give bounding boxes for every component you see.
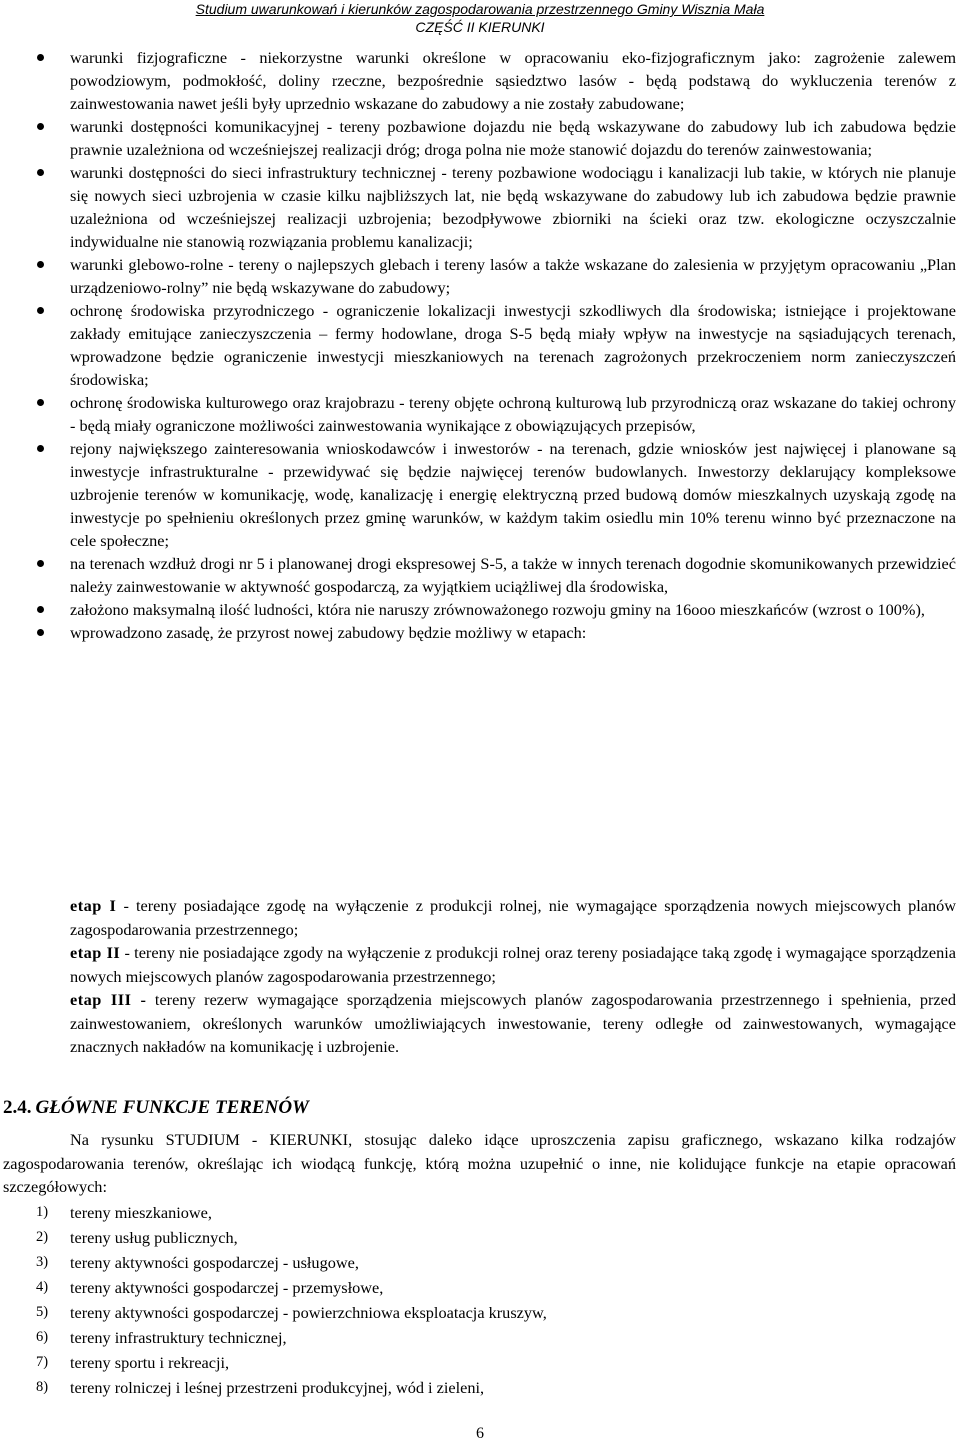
- item-number: 8): [36, 1379, 49, 1395]
- bullet-icon: [37, 560, 44, 567]
- header-subtitle: CZĘŚĆ II KIERUNKI: [415, 19, 545, 35]
- bullet-icon: [37, 261, 44, 268]
- list-item: wprowadzono zasadę, że przyrost nowej zabudowy będzie możliwy w etapach:: [0, 621, 960, 644]
- list-item: na terenach wzdłuż drogi nr 5 i planowanej drogi ekspresowej S-5, a także w innych terenach dogodnie skomunikowanych przewidzieć należy zainwestowanie w aktywność gospodarczą, za wyjątkiem uciążliwej dla środowiska,: [0, 552, 960, 598]
- item-number: 1): [36, 1204, 49, 1220]
- header-title: Studium uwarunkowań i kierunków zagospodarowania przestrzennego Gminy Wisznia Mała: [195, 1, 765, 17]
- list-item: ochronę środowiska przyrodniczego - ograniczenie lokalizacji inwestycji szkodliwych dla środowiska; istniejące i projektowane zakłady emitujące zanieczyszczenia – fermy hodowlane, droga S-5 będą miały wpływ na inwestycje na sąsiadujących terenach, wprowadzone będzie ograniczenie inwestycji mieszkaniowych na terenach zagrożonych przekroczeniem norm zanieczyszczeń środowiska;: [0, 299, 960, 391]
- bullet-icon: [37, 307, 44, 314]
- list-item: 4) tereny aktywności gospodarczej - przemysłowe,: [0, 1275, 960, 1300]
- list-item: ochronę środowiska kulturowego oraz krajobrazu - tereny objęte ochroną kulturową lub przyrodniczą oraz wskazane do takiej ochrony - będą miały ograniczone możliwości zainwestowania wynikające z obowiązujących przepisów,: [0, 391, 960, 437]
- list-item: rejony największego zainteresowania wnioskodawców i inwestorów - na terenach, gdzie wniosków jest najwięcej i planowane są inwestycje infrastrukturalne - przewidywać się będzie najwięcej terenów budowlanych. Inwestorzy deklarujący kompleksowe uzbrojenie terenów w komunikację, wodę, kanalizację i energię elektryczną przed budową domów mieszkalnych uzyskają zgodę na inwestycje po spełnieniu określonych przez gminę warunków, w każdym takim osiedlu min 10% terenu winno być przeznaczone na cele społeczne;: [0, 437, 960, 552]
- bullet-icon: [37, 54, 44, 61]
- stage-label: etap III -: [70, 990, 147, 1009]
- list-item: 6) tereny infrastruktury technicznej,: [0, 1325, 960, 1350]
- item-number: 4): [36, 1279, 49, 1295]
- section-title: GŁÓWNE FUNKCJE TERENÓW: [35, 1097, 309, 1118]
- item-number: 5): [36, 1304, 49, 1320]
- page-number: 6: [476, 1425, 484, 1442]
- list-item: 8) tereny rolniczej i leśnej przestrzeni produkcyjnej, wód i zieleni,: [0, 1375, 960, 1400]
- stages-block: [70, 894, 956, 1059]
- list-item: 2) tereny usług publicznych,: [0, 1225, 960, 1250]
- bullet-icon: [37, 606, 44, 613]
- bullet-icon: [37, 629, 44, 636]
- list-item: założono maksymalną ilość ludności, która nie naruszy zrównoważonego rozwoju gminy na 16ooo mieszkańców (wzrost o 100%),: [0, 598, 960, 621]
- list-item: 5) tereny aktywności gospodarczej - powierzchniowa eksploatacja kruszyw,: [0, 1300, 960, 1325]
- list-item: 1) tereny mieszkaniowe,: [0, 1200, 960, 1225]
- conditions-list: [0, 46, 960, 644]
- list-item: warunki glebowo-rolne - tereny o najlepszych glebach i tereny lasów a także wskazane do zalesienia w przyjętym opracowaniu „Plan urządzeniowo-rolny” nie będą wskazywane do zabudowy;: [0, 253, 960, 299]
- item-number: 7): [36, 1354, 49, 1370]
- section-intro: Na rysunku STUDIUM - KIERUNKI, stosując daleko idące uproszczenia zapisu graficznego, wskazano kilka rodzajów zagospodarowania terenów, określając ich wiodącą funkcję, którą można uzupełnić o inne, nie kolidujące funkcje na etapie opracowań szczegółowych:: [3, 1130, 956, 1196]
- functions-list: [0, 1200, 960, 1400]
- stage-paragraph: etap I - tereny posiadające zgodę na wyłączenie z produkcji rolnej, nie wymagające sporządzenia nowych miejscowych planów zagospodarowania przestrzennego;: [70, 896, 956, 939]
- section-heading: [3, 1097, 309, 1119]
- stage-label: etap I: [70, 896, 117, 915]
- bullet-icon: [37, 169, 44, 176]
- bullet-icon: [37, 399, 44, 406]
- item-number: 2): [36, 1229, 49, 1245]
- list-item: warunki fizjograficzne - niekorzystne warunki określone w opracowaniu eko-fizjograficznym jako: zagrożenie zalewem powodziowym, podmokłość, doliny rzeczne, bezpośrednie sąsiedztwo lasów - będą podstawą do wykluczenia terenów z zainwestowania nawet jeśli były uprzednio wskazane do zabudowy a nie zostały zabudowane;: [0, 46, 960, 115]
- item-number: 3): [36, 1254, 49, 1270]
- section-number: 2.4.: [3, 1097, 32, 1118]
- bullet-icon: [37, 445, 44, 452]
- stage-label: etap II: [70, 943, 121, 962]
- item-number: 6): [36, 1329, 49, 1345]
- stage-paragraph: etap II - tereny nie posiadające zgody na wyłączenie z produkcji rolnej oraz tereny posiadające taką zgodę i wymagające sporządzenia nowych miejscowych planów zagospodarowania przestrzennego;: [70, 943, 956, 986]
- list-item: 3) tereny aktywności gospodarczej - usługowe,: [0, 1250, 960, 1275]
- list-item: 7) tereny sportu i rekreacji,: [0, 1350, 960, 1375]
- list-item: warunki dostępności do sieci infrastruktury technicznej - tereny pozbawione wodociągu i kanalizacji lub takie, w których nie planuje się nowych sieci uzbrojenia w czasie kilku najbliższych lat, nie będą wskazywane do zabudowy lub ich zabudowa będzie prawnie uzależniona od wcześniejszej realizacji uzbrojenia; bezodpływowe zbiorniki na ścieki oraz tzw. ekologiczne oczyszczalnie indywidualne nie stanowią rozwiązania problemu kanalizacji;: [0, 161, 960, 253]
- stage-paragraph: etap III - tereny rezerw wymagające sporządzenia miejscowych planów zagospodarowania przestrzennego i spełnienia, przed zainwestowaniem, określonych warunków umożliwiających inwestowanie, tereny odległe od zainwestowanych, wymagające znacznych nakładów na komunikację i uzbrojenie.: [70, 990, 956, 1056]
- list-item: warunki dostępności komunikacyjnej - tereny pozbawione dojazdu nie będą wskazywane do zabudowy lub ich zabudowa będzie prawnie uzależniona od wcześniejszej realizacji dróg; droga polna nie może stanowić dojazdu do terenów zainwestowania;: [0, 115, 960, 161]
- bullet-icon: [37, 123, 44, 130]
